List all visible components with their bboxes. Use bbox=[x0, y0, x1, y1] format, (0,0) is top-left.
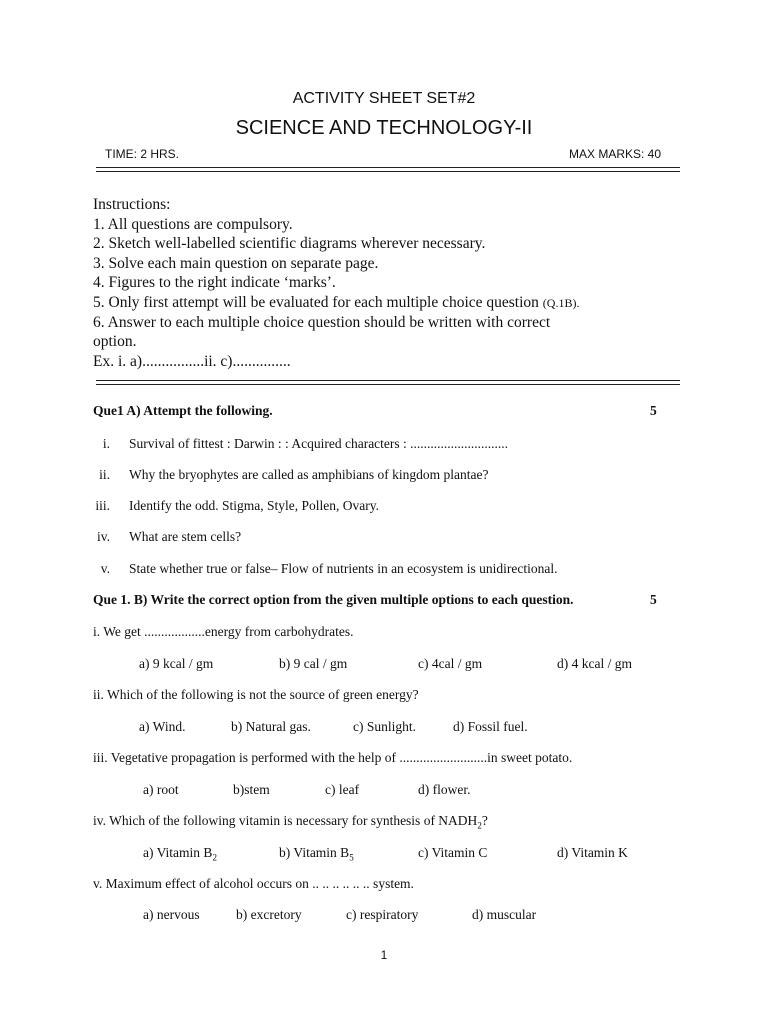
option-d: d) 4 kcal / gm bbox=[557, 656, 632, 671]
q1a-item-number: ii. bbox=[99, 467, 110, 482]
q1b-heading: Que 1. B) Write the correct option from the given multiple options to each question. bbox=[93, 592, 574, 607]
option-d: d) Fossil fuel. bbox=[453, 719, 528, 734]
q1a-item-number: iv. bbox=[97, 529, 110, 544]
option-c: c) leaf bbox=[325, 782, 360, 797]
q1b-question-text: i. We get ..................energy from carbohydrates. bbox=[93, 624, 354, 639]
option-a bbox=[143, 845, 217, 863]
option-c: c) respiratory bbox=[346, 907, 419, 922]
subject-title: SCIENCE AND TECHNOLOGY-II bbox=[235, 117, 533, 139]
option-label: b) Vitamin B bbox=[279, 845, 350, 860]
instruction-text: 5. Only first attempt will be evaluated for each multiple choice question bbox=[93, 294, 539, 311]
instruction-item: 2. Sketch well-labelled scientific diagrams wherever necessary. bbox=[93, 235, 486, 252]
q1a-item-text: Survival of fittest : Darwin : : Acquired characters : ............................. bbox=[129, 436, 509, 451]
option-b: b)stem bbox=[233, 782, 270, 797]
q1a-item-text: Identify the odd. Stigma, Style, Pollen, Ovary. bbox=[129, 498, 379, 513]
q1b-question-text: ii. Which of the following is not the source of green energy? bbox=[93, 687, 419, 702]
option-c bbox=[418, 845, 487, 861]
subscript: 2 bbox=[477, 820, 482, 831]
instructions-divider-top bbox=[96, 380, 680, 381]
instruction-item: option. bbox=[93, 333, 137, 350]
q1a-item-text: State whether true or false– Flow of nutrients in an ecosystem is unidirectional. bbox=[129, 561, 558, 576]
option-a: a) root bbox=[143, 782, 179, 797]
option-b: b) excretory bbox=[236, 907, 302, 922]
q1a-heading: Que1 A) Attempt the following. bbox=[93, 403, 273, 418]
instruction-item: 4. Figures to the right indicate ‘marks’. bbox=[93, 274, 336, 291]
set-title: ACTIVITY SHEET SET#2 bbox=[292, 90, 476, 107]
option-label: d) Vitamin K bbox=[557, 845, 628, 860]
q1a-item-text: What are stem cells? bbox=[129, 529, 242, 544]
instruction-item: 1. All questions are compulsory. bbox=[93, 216, 293, 233]
instruction-item: 3. Solve each main question on separate page. bbox=[93, 255, 379, 272]
subscript: 2 bbox=[212, 852, 217, 863]
q1a-marks: 5 bbox=[650, 403, 657, 418]
header-divider-top bbox=[96, 167, 680, 168]
option-b bbox=[279, 845, 354, 863]
option-c: c) 4cal / gm bbox=[418, 656, 483, 671]
instructions-heading: Instructions: bbox=[93, 196, 171, 213]
question-text-end: ? bbox=[481, 813, 488, 828]
page-number: 1 bbox=[380, 948, 388, 962]
q1a-item-number: i. bbox=[102, 436, 110, 451]
instruction-item: 6. Answer to each multiple choice question should be written with correct bbox=[93, 314, 551, 331]
instruction-item bbox=[93, 294, 579, 312]
q1a-item-number: iii. bbox=[95, 498, 110, 513]
q1b-question-text bbox=[93, 813, 488, 831]
option-c: c) Sunlight. bbox=[353, 719, 416, 734]
q1b-question-text: v. Maximum effect of alcohol occurs on .. .. .. .. .. .. system. bbox=[93, 876, 414, 891]
option-a: a) nervous bbox=[143, 907, 200, 922]
instruction-example: Ex. i. a)................ii. c)............... bbox=[93, 353, 291, 370]
question-text-main: iv. Which of the following vitamin is necessary for synthesis of NADH bbox=[93, 813, 478, 828]
time-label: TIME: 2 HRS. bbox=[105, 147, 180, 161]
instructions-divider-bottom bbox=[96, 384, 680, 385]
subscript: 5 bbox=[349, 852, 354, 863]
instruction-note: (Q.1B). bbox=[542, 296, 580, 310]
option-label: a) Vitamin B bbox=[143, 845, 213, 860]
option-a: a) 9 kcal / gm bbox=[139, 656, 214, 671]
option-a: a) Wind. bbox=[139, 719, 186, 734]
option-b: b) 9 cal / gm bbox=[279, 656, 348, 671]
option-label: c) Vitamin C bbox=[418, 845, 488, 860]
q1b-marks: 5 bbox=[650, 592, 657, 607]
option-d bbox=[557, 845, 628, 861]
option-b: b) Natural gas. bbox=[231, 719, 311, 734]
max-marks-label: MAX MARKS: 40 bbox=[569, 147, 662, 161]
header-divider-bottom bbox=[96, 171, 680, 172]
option-d: d) muscular bbox=[472, 907, 537, 922]
q1b-question-text: iii. Vegetative propagation is performed with the help of ..........................in sweet potato. bbox=[93, 750, 573, 765]
q1a-item-text: Why the bryophytes are called as amphibians of kingdom plantae? bbox=[129, 467, 489, 482]
q1a-item-number: v. bbox=[100, 561, 110, 576]
option-d: d) flower. bbox=[418, 782, 471, 797]
